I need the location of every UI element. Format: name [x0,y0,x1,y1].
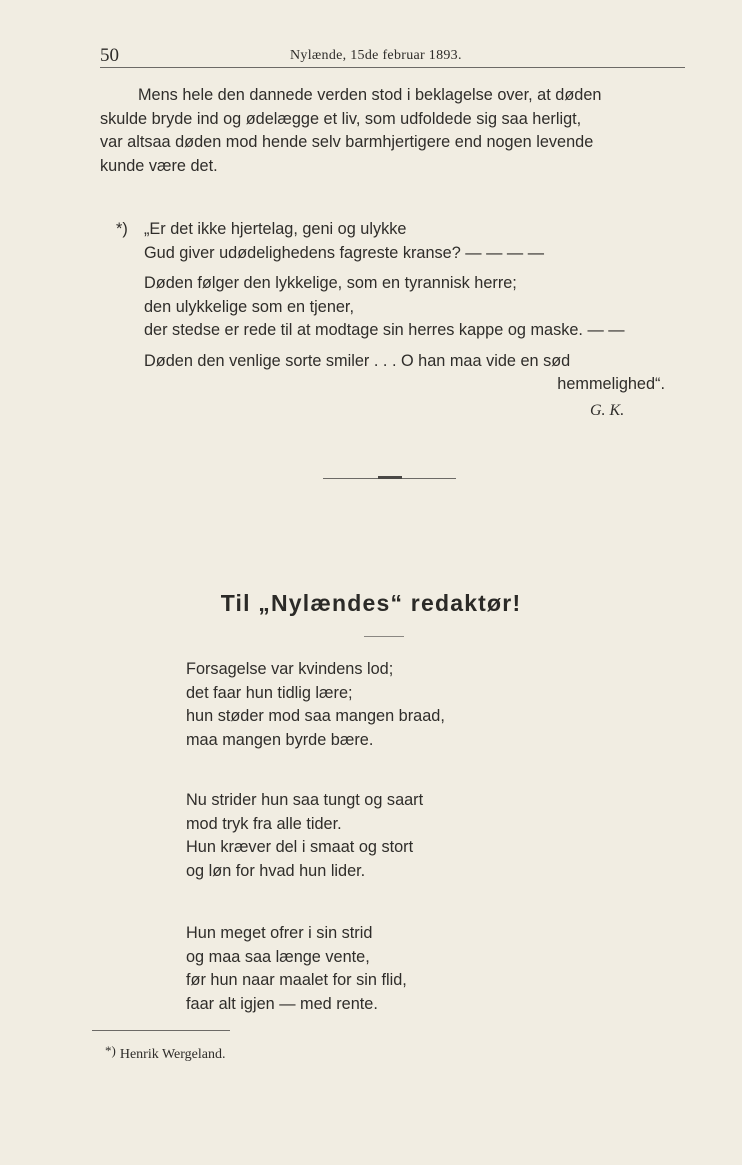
quote-line: Døden følger den lykkelige, som en tyrannisk herre; [144,274,517,292]
quote-line-continuation: hemmelighed“. [557,375,665,393]
running-head: Nylænde, 15de februar 1893. [290,48,462,63]
quote-line: Gud giver udødelighedens fagreste kranse? — — — — [144,243,544,262]
footnote-text: Henrik Wergeland. [119,1047,226,1062]
paragraph-line: var altsaa døden mod hende selv barmhjertigere end nogen levende [100,133,594,151]
quote-line: „Er det ikke hjertelag, geni og ulykke [144,220,407,238]
quoted-poem [100,218,685,397]
footnote-rule [92,1030,230,1031]
poem-line: faar alt igjen — med rente. [186,994,378,1013]
signature: G. K. [590,402,625,419]
poem-line: og løn for hvad hun lider. [186,861,366,880]
poem-line: Hun kræver del i smaat og stort [186,838,414,856]
footnote-marker: *) [116,220,128,238]
poem-line: mod tryk fra alle tider. [186,814,342,833]
paragraph-line: Mens hele den dannede verden stod i beklagelse over, at døden [138,86,602,104]
page-number: 50 [100,45,119,66]
quote-line: Døden den venlige sorte smiler . . . O han maa vide en sød [144,351,571,370]
poem-stanza [186,789,506,883]
quote-line: den ulykkelige som en tjener, [144,297,354,316]
poem-stanza [186,658,506,752]
poem-line: hun støder mod saa mangen braad, [186,707,445,725]
header-rule [100,67,685,68]
poem-line: Forsagelse var kvindens lod; [186,660,394,678]
body-paragraph [100,84,685,178]
poem-line: Hun meget ofrer i sin strid [186,924,373,942]
quote-line: der stedse er rede til at modtage sin herres kappe og maske. — — [144,321,625,339]
poem-line: før hun naar maalet for sin flid, [186,971,407,989]
footnote-marker: *) [105,1043,116,1058]
poem-line: det faar hun tidlig lære; [186,683,353,702]
poem-line: og maa saa længe vente, [186,947,370,966]
poem-line: Nu strider hun saa tungt og saart [186,791,424,809]
page-header [100,45,685,67]
title-rule [364,636,404,637]
paragraph-line: kunde være det. [100,156,218,175]
paragraph-line: skulde bryde ind og ødelægge et liv, som udfoldede sig saa herligt, [100,109,582,128]
footnote [105,1043,226,1063]
section-separator-accent [378,476,402,479]
poem-stanza [186,922,506,1016]
poem-title: Til „Nylændes“ redaktør! [220,590,522,616]
poem-line: maa mangen byrde bære. [186,730,374,749]
